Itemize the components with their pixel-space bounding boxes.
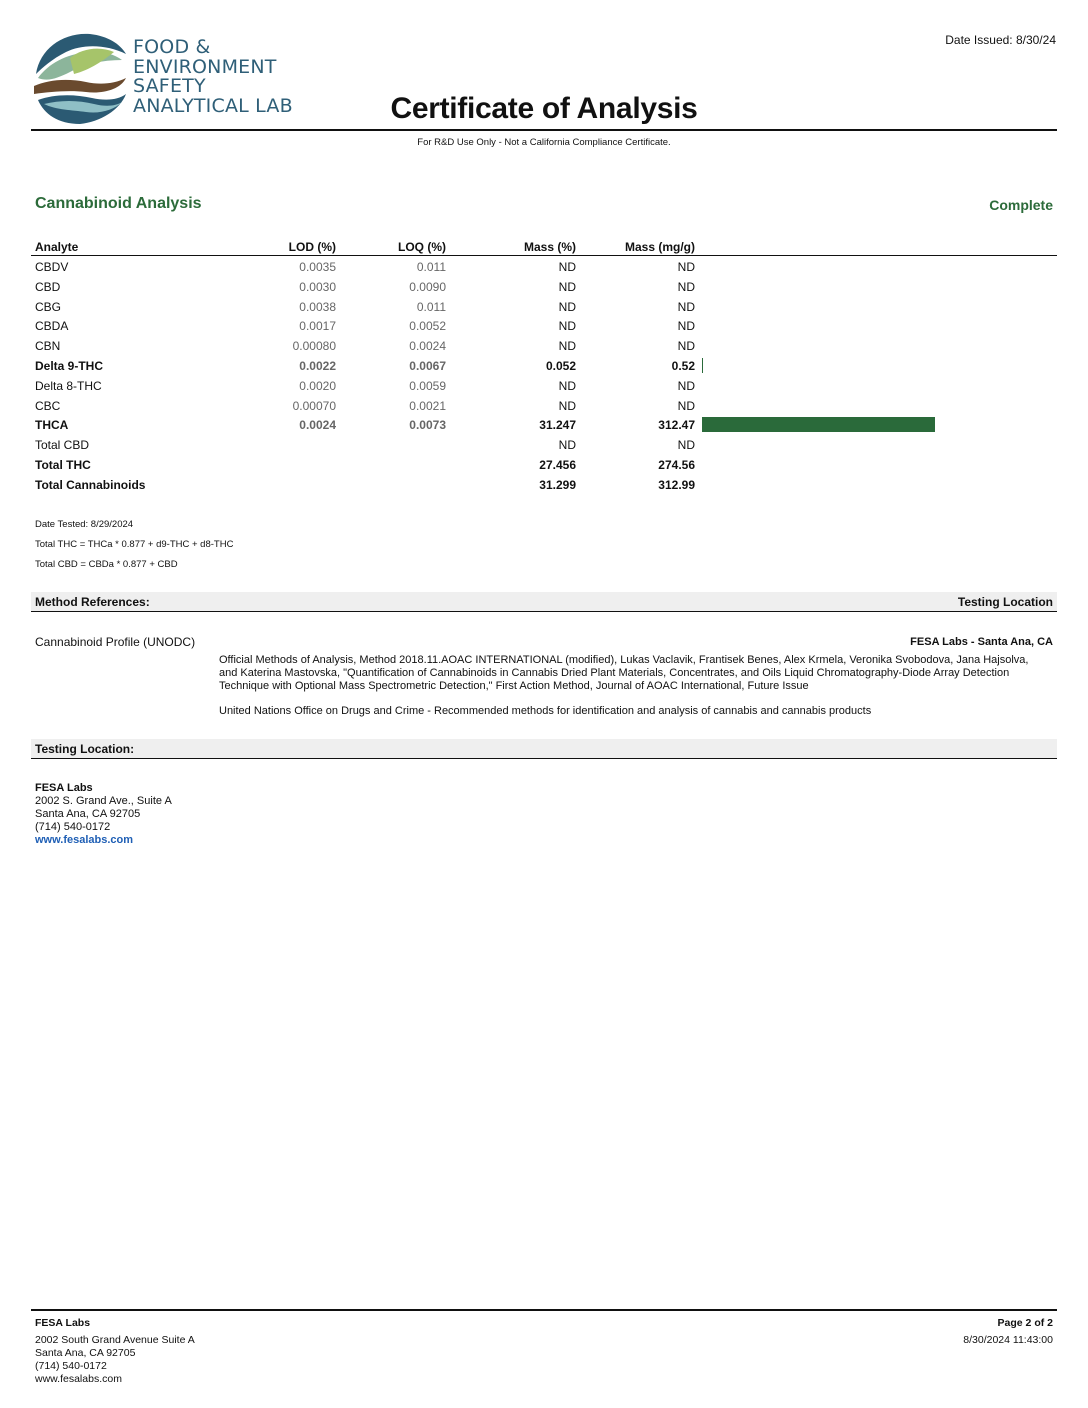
mass-pct-cell: ND [558,260,576,274]
analyte-cell: THCA [35,418,69,433]
column-header-mass-mg: Mass (mg/g) [624,240,695,254]
method-reference-2: United Nations Office on Drugs and Crime - Recommended methods for identification and analysis of cannabis and cannabis products [219,705,872,717]
table-row [31,418,1057,438]
footer-timestamp: 8/30/2024 11:43:00 [963,1334,1053,1346]
method-references-band [31,592,1057,612]
mass-bar [702,358,703,373]
loq-cell: 0.0073 [409,418,446,433]
footer-divider [31,1309,1057,1311]
column-header-mass-pct: Mass (%) [523,240,576,254]
logo-line: ANALYTICAL LAB [133,94,293,117]
footer-website[interactable]: www.fesalabs.com [35,1373,122,1385]
table-row [31,399,1057,419]
method-name: Cannabinoid Profile (UNODC) [35,635,196,649]
compliance-disclaimer: For R&D Use Only - Not a California Compliance Certificate. [417,137,671,148]
method-location: FESA Labs - Santa Ana, CA [910,636,1053,648]
page-title: Certificate of Analysis [390,92,698,125]
footer-phone: (714) 540-0172 [35,1360,107,1372]
analyte-cell: Total CBD [35,438,90,453]
mass-mg-cell: ND [677,398,695,413]
mass-pct-cell: 31.247 [539,418,576,433]
table-header [31,239,1057,256]
table-row [31,478,1057,498]
loq-cell: 0.0090 [409,279,446,294]
loq-cell: 0.0052 [409,319,446,334]
table-row [31,300,1057,320]
section-title: Cannabinoid Analysis [35,195,202,212]
mass-mg-cell: 312.99 [658,477,695,492]
lod-cell: 0.0030 [299,279,336,294]
loq-cell: 0.011 [416,299,446,314]
mass-pct-cell: ND [558,398,576,413]
date-tested: Date Tested: 8/29/2024 [35,519,134,530]
lod-cell: 0.00070 [292,398,336,413]
table-row [31,379,1057,399]
analyte-cell: CBDA [35,319,69,334]
mass-mg-cell: ND [677,378,695,393]
footer-address-line: 2002 South Grand Avenue Suite A [35,1334,195,1346]
column-header-analyte: Analyte [35,240,79,254]
lod-cell: 0.0017 [299,319,336,334]
footer-address [35,1317,195,1386]
mass-mg-cell: 274.56 [658,458,695,472]
table-row [31,319,1057,339]
logo-line: FOOD & [133,36,211,58]
loq-cell: 0.0067 [409,359,446,373]
lab-name: FESA Labs [35,782,93,794]
lod-cell: 0.0035 [299,260,336,274]
loq-cell: 0.0021 [409,398,446,413]
lab-address-line: 2002 S. Grand Ave., Suite A [35,795,172,807]
analyte-cell: Delta 8-THC [35,378,102,393]
mass-mg-cell: ND [677,260,695,274]
total-cbd-formula: Total CBD = CBDa * 0.877 + CBD [35,559,178,570]
lod-cell: 0.0022 [299,359,336,373]
testing-location-band [31,739,1057,759]
mass-pct-cell: ND [558,438,576,453]
lod-cell: 0.0020 [299,378,336,393]
analyte-cell: Total Cannabinoids [35,477,146,492]
loq-cell: 0.011 [416,260,446,274]
date-issued: Date Issued: 8/30/24 [945,33,1056,47]
loq-cell: 0.0024 [409,339,446,354]
mass-mg-cell: 312.47 [658,418,695,433]
analyte-cell: Total THC [35,458,91,472]
mass-pct-cell: ND [558,339,576,354]
column-header-loq: LOQ (%) [398,240,446,254]
lab-phone: (714) 540-0172 [35,821,111,833]
column-header-lod: LOD (%) [288,240,336,254]
mass-pct-cell: 27.456 [539,458,576,472]
mass-pct-cell: ND [558,299,576,314]
lab-address-block [35,782,172,847]
lab-website-link[interactable]: www.fesalabs.com [35,834,134,846]
table-row [31,260,1057,280]
mass-mg-cell: ND [677,319,695,334]
header-divider [31,129,1057,131]
mass-pct-cell: 0.052 [545,359,576,373]
lod-cell: 0.0024 [299,418,336,433]
mass-mg-cell: ND [677,438,695,453]
analyte-cell: Delta 9-THC [35,359,104,373]
footer-lab-name: FESA Labs [35,1317,91,1329]
analyte-cell: CBN [35,339,61,354]
logo-line: ENVIRONMENT [133,55,277,78]
mass-pct-cell: 31.299 [539,477,576,492]
mass-mg-cell: ND [677,279,695,294]
logo-line: SAFETY [133,75,206,97]
analyte-cell: CBD [35,279,61,294]
lod-cell: 0.00080 [292,339,336,354]
mass-bar [702,417,935,432]
total-thc-formula: Total THC = THCa * 0.877 + d9-THC + d8-THC [35,539,234,550]
method-reference-1: Official Methods of Analysis, Method 2018.11.AOAC INTERNATIONAL (modified), Lukas Vaclavik, Frantisek Benes, Alex Krmela, Veronika Svobodova, Jana Hajsolva, and Katerina Mastovska, "Quantification of Cannabinoids in Cannabis Dried Plant Materials, Concentrates, and Oils Liquid Chromatography-Diode Array Detection Technique with Optional Mass Spectrometric Detection," First Action Method, Journal of AOAC International, Future Issue [219,654,1029,692]
table-row [31,339,1057,359]
loq-cell: 0.0059 [409,378,446,393]
table-row [31,438,1057,458]
mass-pct-cell: ND [558,378,576,393]
mass-mg-cell: ND [677,339,695,354]
footer-address-line: Santa Ana, CA 92705 [35,1347,136,1359]
lod-cell: 0.0038 [299,299,336,314]
analyte-cell: CBG [35,299,62,314]
lab-address-line: Santa Ana, CA 92705 [35,808,141,820]
status-badge: Complete [989,197,1053,213]
mass-mg-cell: ND [677,299,695,314]
analyte-cell: CBDV [35,260,69,274]
mass-pct-cell: ND [558,279,576,294]
analyte-cell: CBC [35,398,61,413]
table-row [31,458,1057,478]
method-references-label: Method References: [35,595,150,609]
mass-mg-cell: 0.52 [671,359,695,373]
mass-pct-cell: ND [558,319,576,334]
footer-page-info [963,1317,1053,1347]
table-row [31,359,1057,379]
page-number: Page 2 of 2 [997,1317,1053,1329]
testing-location-header: Testing Location [957,595,1053,609]
table-row [31,280,1057,300]
testing-location-label: Testing Location: [35,742,135,756]
